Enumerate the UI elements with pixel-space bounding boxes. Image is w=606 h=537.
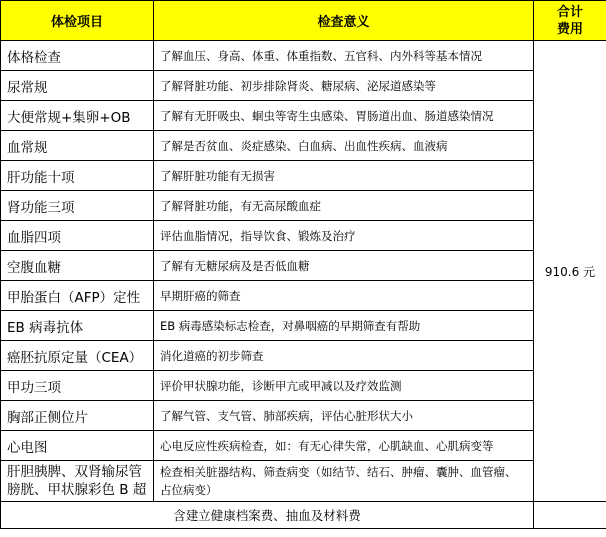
item-cell: 胸部正侧位片 bbox=[1, 401, 154, 431]
footer-row bbox=[1, 502, 606, 529]
item-cell: 肝功能十项 bbox=[1, 161, 154, 191]
total-fee-cell: 910.6 元 bbox=[534, 41, 606, 502]
meaning-cell: 心电反应性疾病检查，如：有无心律失常，心肌缺血、心肌病变等 bbox=[154, 431, 534, 461]
table-row bbox=[1, 41, 606, 71]
meaning-cell: 了解气管、支气管、肺部疾病，评估心脏形状大小 bbox=[154, 401, 534, 431]
footer-empty-cell bbox=[534, 502, 606, 529]
header-meaning: 检查意义 bbox=[154, 1, 534, 41]
table-row bbox=[1, 401, 606, 431]
meaning-cell: 评价甲状腺功能，诊断甲亢或甲减以及疗效监测 bbox=[154, 371, 534, 401]
item-cell: 肾功能三项 bbox=[1, 191, 154, 221]
table-row bbox=[1, 71, 606, 101]
table-row bbox=[1, 461, 606, 502]
header-total-line2: 费用 bbox=[556, 21, 583, 37]
meaning-cell: 早期肝癌的筛查 bbox=[154, 281, 534, 311]
table-row bbox=[1, 311, 606, 341]
meaning-cell: 了解有无肝吸虫、蛔虫等寄生虫感染、胃肠道出血、肠道感染情况 bbox=[154, 101, 534, 131]
table-row bbox=[1, 371, 606, 401]
meaning-cell: 了解肾脏功能，有无高尿酸血症 bbox=[154, 191, 534, 221]
item-cell: 肝胆胰脾、双肾输尿管膀胱、甲状腺彩色 B 超 bbox=[1, 461, 154, 502]
meaning-cell: 消化道癌的初步筛查 bbox=[154, 341, 534, 371]
item-cell: 空腹血糖 bbox=[1, 251, 154, 281]
header-total bbox=[534, 1, 606, 41]
item-cell: 血常规 bbox=[1, 131, 154, 161]
table-row bbox=[1, 341, 606, 371]
table-row bbox=[1, 131, 606, 161]
header-total-line1: 合计 bbox=[556, 4, 583, 20]
footer-note: 含建立健康档案费、抽血及材料费 bbox=[1, 502, 534, 529]
meaning-cell: 了解有无糖尿病及是否低血糖 bbox=[154, 251, 534, 281]
item-cell: 甲功三项 bbox=[1, 371, 154, 401]
item-cell: 心电图 bbox=[1, 431, 154, 461]
header-row bbox=[1, 1, 606, 41]
item-cell: EB 病毒抗体 bbox=[1, 311, 154, 341]
header-item: 体检项目 bbox=[1, 1, 154, 41]
meaning-cell: 了解血压、身高、体重、体重指数、五官科、内外科等基本情况 bbox=[154, 41, 534, 71]
table-row bbox=[1, 221, 606, 251]
table-row bbox=[1, 101, 606, 131]
item-cell: 癌胚抗原定量（CEA） bbox=[1, 341, 154, 371]
meaning-cell: 了解是否贫血、炎症感染、白血病、出血性疾病、血液病 bbox=[154, 131, 534, 161]
item-cell: 甲胎蛋白（AFP）定性 bbox=[1, 281, 154, 311]
meaning-cell: 了解肝脏功能有无损害 bbox=[154, 161, 534, 191]
table-row bbox=[1, 431, 606, 461]
meaning-cell: 了解肾脏功能、初步排除肾炎、糖尿病、泌尿道感染等 bbox=[154, 71, 534, 101]
meaning-cell: 检查相关脏器结构、筛查病变（如结节、结石、肿瘤、囊肿、血管瘤、占位病变） bbox=[154, 461, 534, 502]
item-cell: 大便常规+集卵+OB bbox=[1, 101, 154, 131]
item-cell: 尿常规 bbox=[1, 71, 154, 101]
table-row bbox=[1, 251, 606, 281]
table-row bbox=[1, 161, 606, 191]
table-row bbox=[1, 191, 606, 221]
meaning-cell: EB 病毒感染标志检查，对鼻咽癌的早期筛查有帮助 bbox=[154, 311, 534, 341]
item-cell: 血脂四项 bbox=[1, 221, 154, 251]
table-row bbox=[1, 281, 606, 311]
meaning-cell: 评估血脂情况，指导饮食、锻炼及治疗 bbox=[154, 221, 534, 251]
item-cell: 体格检查 bbox=[1, 41, 154, 71]
